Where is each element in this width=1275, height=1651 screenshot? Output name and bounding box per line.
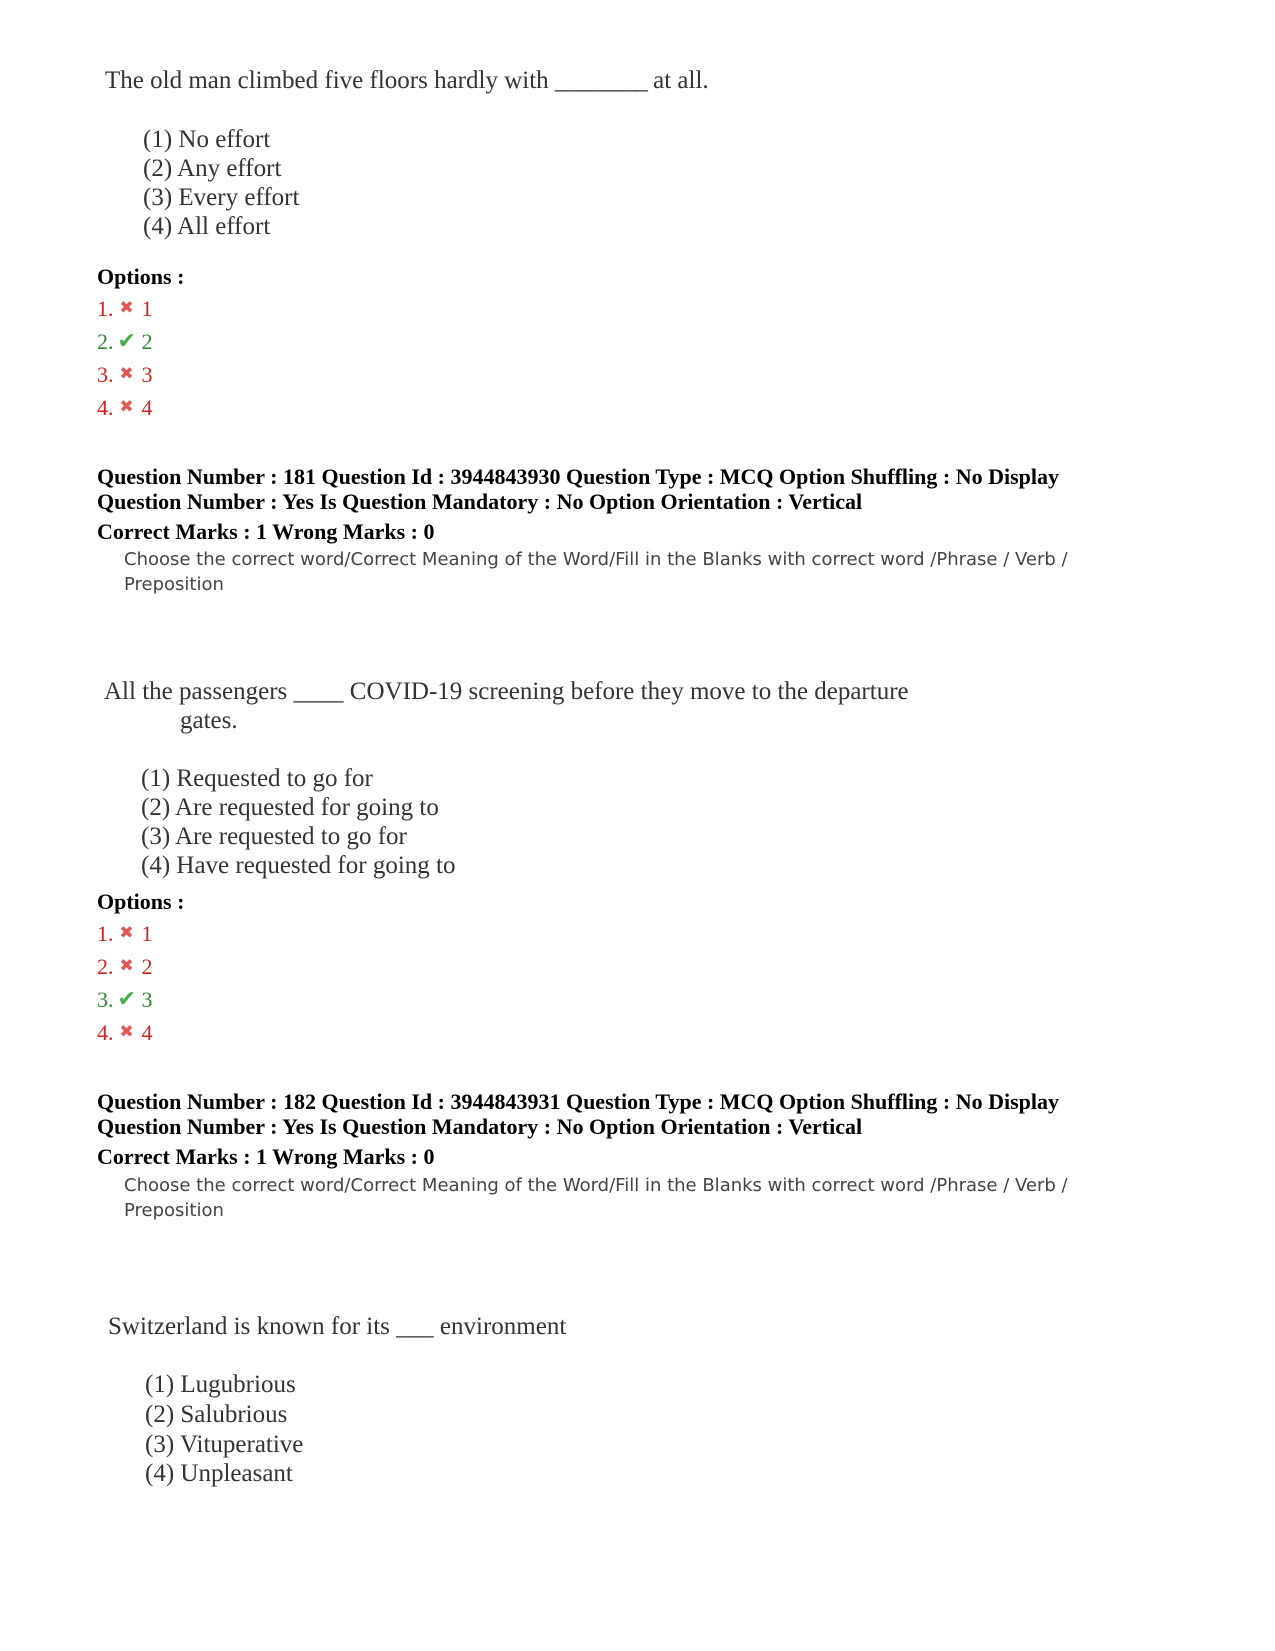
option-number: 1. <box>97 296 114 321</box>
question-meta-line1: Question Number : 181 Question Id : 3944843930 Question Type : MCQ Option Shuffling : No Display <box>97 464 1060 489</box>
question-text-line2: gates. <box>180 707 238 734</box>
option-number: 1. <box>97 921 114 946</box>
choice-3: (3) Every effort <box>143 184 300 211</box>
instruction-line1: Choose the correct word/Correct Meaning of the Word/Fill in the Blanks with correct word /Phrase / Verb / <box>124 1175 1068 1196</box>
question-text-end: at all. <box>653 67 709 94</box>
check-mark-icon: ✔ <box>117 329 136 354</box>
cross-mark-icon: ✖ <box>119 956 134 976</box>
question-marks: Correct Marks : 1 Wrong Marks : 0 <box>97 1144 435 1169</box>
instruction-line1: Choose the correct word/Correct Meaning of the Word/Fill in the Blanks with correct word /Phrase / Verb / <box>124 549 1068 570</box>
option-value: 3 <box>141 987 153 1012</box>
question-text: Switzerland is known for its ___ environment <box>108 1313 567 1340</box>
option-value: 2 <box>141 329 153 354</box>
option-number: 3. <box>97 987 114 1012</box>
option-row-1 <box>97 923 153 945</box>
choice-3: (3) Vituperative <box>145 1431 304 1458</box>
option-number: 2. <box>97 954 114 979</box>
option-value: 1 <box>141 921 153 946</box>
choice-4: (4) All effort <box>143 213 271 240</box>
question-text-start: The old man climbed five floors hardly with <box>105 67 549 94</box>
option-row-1 <box>97 298 153 320</box>
choice-2: (2) Are requested for going to <box>141 794 439 821</box>
question-text-line1: All the passengers ____ COVID-19 screening before they move to the departure <box>104 678 909 705</box>
options-heading: Options : <box>97 264 185 289</box>
cross-mark-icon: ✖ <box>119 923 134 943</box>
options-heading: Options : <box>97 889 185 914</box>
instruction-line2: Preposition <box>124 574 224 595</box>
cross-mark-icon: ✖ <box>119 1022 134 1042</box>
question-meta-line2: Question Number : Yes Is Question Mandatory : No Option Orientation : Vertical <box>97 1114 863 1139</box>
option-row-4 <box>97 1022 153 1044</box>
option-number: 4. <box>97 395 114 420</box>
option-number: 2. <box>97 329 114 354</box>
option-row-2 <box>97 331 153 353</box>
cross-mark-icon: ✖ <box>119 364 134 384</box>
check-mark-icon: ✔ <box>117 987 136 1012</box>
question-marks: Correct Marks : 1 Wrong Marks : 0 <box>97 519 435 544</box>
option-row-3 <box>97 364 153 386</box>
question-text <box>105 68 709 93</box>
choice-1: (1) Requested to go for <box>141 765 373 792</box>
choice-3: (3) Are requested to go for <box>141 823 407 850</box>
choice-1: (1) No effort <box>143 126 271 153</box>
option-number: 3. <box>97 362 114 387</box>
option-value: 1 <box>141 296 153 321</box>
choice-1: (1) Lugubrious <box>145 1371 296 1398</box>
option-row-3 <box>97 989 153 1011</box>
choice-4: (4) Have requested for going to <box>141 852 456 879</box>
question-meta-line2: Question Number : Yes Is Question Mandatory : No Option Orientation : Vertical <box>97 489 863 514</box>
option-value: 3 <box>141 362 153 387</box>
cross-mark-icon: ✖ <box>119 298 134 318</box>
choice-2: (2) Salubrious <box>145 1401 288 1428</box>
choice-2: (2) Any effort <box>143 155 282 182</box>
option-row-2 <box>97 956 153 978</box>
question-blank: ________ <box>554 67 647 94</box>
option-value: 4 <box>141 1020 153 1045</box>
option-value: 2 <box>141 954 153 979</box>
option-value: 4 <box>141 395 153 420</box>
choice-4: (4) Unpleasant <box>145 1460 293 1487</box>
cross-mark-icon: ✖ <box>119 397 134 417</box>
instruction-line2: Preposition <box>124 1200 224 1221</box>
option-number: 4. <box>97 1020 114 1045</box>
question-meta-line1: Question Number : 182 Question Id : 3944843931 Question Type : MCQ Option Shuffling : No Display <box>97 1089 1060 1114</box>
option-row-4 <box>97 397 153 419</box>
